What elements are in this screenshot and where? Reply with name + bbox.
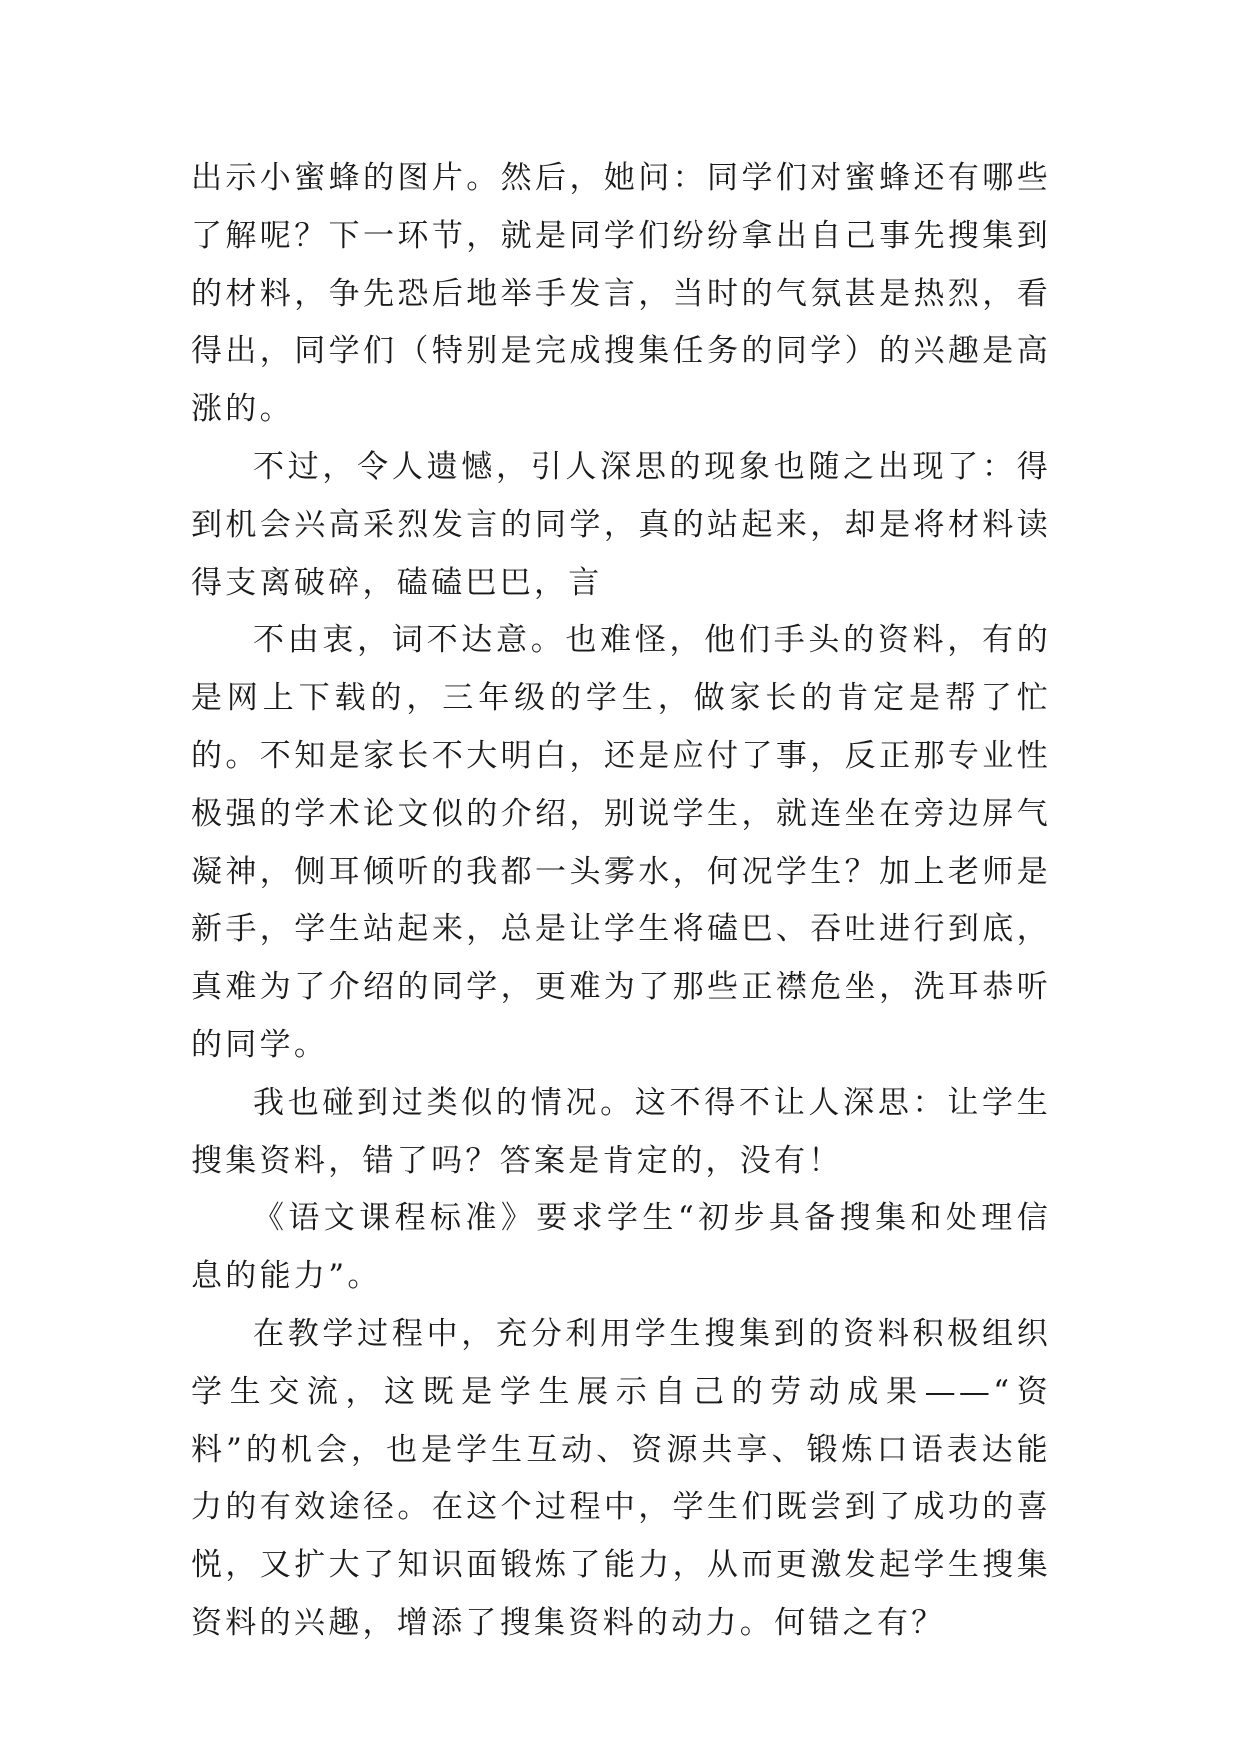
paragraph-2: 不过，令人遗憾，引人深思的现象也随之出现了：得到机会兴高采烈发言的同学，真的站起来，却是将材料读得支离破碎，磕磕巴巴，言 [191, 448, 1051, 601]
paragraph-4: 我也碰到过类似的情况。这不得不让人深思：让学生搜集资料，错了吗？答案是肯定的，没有！ [191, 1084, 1051, 1179]
paragraph-5: 《语文课程标准》要求学生“初步具备搜集和处理信息的能力”。 [191, 1200, 1051, 1295]
paragraph-6: 在教学过程中，充分利用学生搜集到的资料积极组织学生交流，这既是学生展示自己的劳动成果——“资料”的机会，也是学生互动、资源共享、锻炼口语表达能力的有效途径。在这个过程中，学生们既尝到了成功的喜悦，又扩大了知识面锻炼了能力，从而更激发起学生搜集资料的兴趣，增添了搜集资料的动力。何错之有？ [191, 1315, 1051, 1641]
paragraph-3: 不由衷，词不达意。也难怪，他们手头的资料，有的是网上下载的，三年级的学生，做家长的肯定是帮了忙的。不知是家长不大明白，还是应付了事，反正那专业性极强的学术论文似的介绍，别说学生，就连坐在旁边屏气凝神，侧耳倾听的我都一头雾水，何况学生？加上老师是新手，学生站起来，总是让学生将磕巴、吞吐进行到底，真难为了介绍的同学，更难为了那些正襟危坐，洗耳恭听的同学。 [191, 622, 1051, 1063]
paragraph-1: 出示小蜜蜂的图片。然后，她问：同学们对蜜蜂还有哪些了解呢？下一环节，就是同学们纷纷拿出自己事先搜集到的材料，争先恐后地举手发言，当时的气氛甚是热烈，看得出，同学们（特别是完成搜集任务的同学）的兴趣是高涨的。 [191, 160, 1051, 428]
document-body [191, 150, 1051, 1653]
